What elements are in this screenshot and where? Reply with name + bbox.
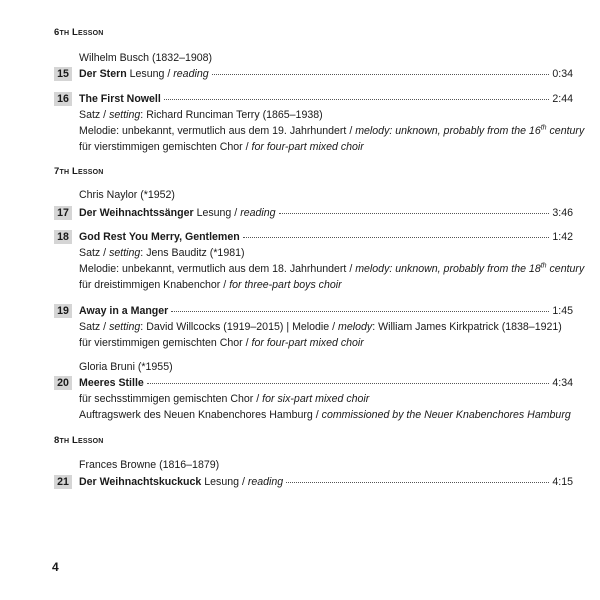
track-author: Frances Browne (1816–1879) bbox=[79, 459, 220, 471]
track-title: Meeres Stille bbox=[79, 377, 144, 389]
track-row: Der Weihnachtskuckuck Lesung / reading 4:15 bbox=[79, 476, 573, 488]
track-number: 16 bbox=[54, 92, 72, 106]
lesson-heading: 8th Lesson bbox=[54, 435, 104, 446]
track-row bbox=[79, 230, 573, 244]
track-row: Der Stern Lesung / reading 0:34 bbox=[79, 68, 573, 80]
track-duration: 2:44 bbox=[552, 93, 573, 105]
track-setting: Satz / setting: David Willcocks (1919–2015) | Melodie / melody: William James Kirkpatrick (1838–1921) bbox=[79, 321, 562, 333]
dot-leader bbox=[279, 212, 550, 214]
track-melody: Melodie: unbekannt, vermutlich aus dem 18. Jahrhundert / melody: unknown, probably from the 18th century bbox=[79, 262, 585, 275]
track-number: 15 bbox=[54, 67, 72, 81]
track-duration: 4:34 bbox=[552, 377, 573, 389]
track-duration: 3:46 bbox=[552, 207, 573, 219]
track-title: Der Weihnachtssänger bbox=[79, 207, 194, 219]
track-author: Chris Naylor (*1952) bbox=[79, 189, 175, 201]
track-number: 19 bbox=[54, 304, 72, 318]
lesson-heading: 7th Lesson bbox=[54, 166, 104, 177]
track-choir: für dreistimmigen Knabenchor / for three-part boys choir bbox=[79, 279, 342, 291]
track-number: 17 bbox=[54, 206, 72, 220]
track-melody: Melodie: unbekannt, vermutlich aus dem 19. Jahrhundert / melody: unknown, probably from the 16th century bbox=[79, 124, 585, 137]
track-duration: 4:15 bbox=[552, 476, 573, 488]
dot-leader bbox=[171, 310, 549, 312]
track-setting: Satz / setting: Jens Bauditz (*1981) bbox=[79, 247, 245, 259]
dot-leader bbox=[212, 73, 550, 75]
dot-leader bbox=[286, 481, 549, 483]
track-number: 20 bbox=[54, 376, 72, 390]
track-choir: für sechsstimmigen gemischten Chor / for six-part mixed choir bbox=[79, 393, 370, 405]
dot-leader bbox=[164, 98, 550, 100]
track-title: Away in a Manger bbox=[79, 305, 169, 317]
track-author: Wilhelm Busch (1832–1908) bbox=[79, 52, 213, 64]
track-number: 18 bbox=[54, 230, 72, 244]
track-duration: 1:42 bbox=[552, 231, 573, 243]
track-row: Der Weihnachtssänger Lesung / reading 3:46 bbox=[79, 207, 573, 219]
track-title: Der Weihnachtskuckuck bbox=[79, 476, 202, 488]
track-row bbox=[79, 376, 573, 390]
track-choir: für vierstimmigen gemischten Chor / for four-part mixed choir bbox=[79, 337, 364, 349]
track-title: Der Stern bbox=[79, 68, 127, 80]
dot-leader bbox=[243, 236, 550, 238]
track-duration: 1:45 bbox=[552, 305, 573, 317]
track-duration: 0:34 bbox=[552, 68, 573, 80]
track-row bbox=[79, 92, 573, 106]
track-choir: für vierstimmigen gemischten Chor / for four-part mixed choir bbox=[79, 141, 364, 153]
track-number: 21 bbox=[54, 475, 72, 489]
track-title: The First Nowell bbox=[79, 93, 161, 105]
page-number: 4 bbox=[52, 560, 59, 574]
track-row bbox=[79, 304, 573, 318]
lesson-heading: 6th Lesson bbox=[54, 27, 104, 38]
track-title: God Rest You Merry, Gentlemen bbox=[79, 231, 240, 243]
track-setting: Satz / setting: Richard Runciman Terry (1865–1938) bbox=[79, 109, 323, 121]
track-author: Gloria Bruni (*1955) bbox=[79, 361, 173, 373]
track-commission: Auftragswerk des Neuen Knabenchores Hamburg / commissioned by the Neuer Knabenchores Hamburg bbox=[79, 409, 571, 421]
track-type-en: reading bbox=[173, 68, 209, 80]
track-type: Lesung bbox=[129, 68, 165, 80]
dot-leader bbox=[147, 382, 550, 384]
